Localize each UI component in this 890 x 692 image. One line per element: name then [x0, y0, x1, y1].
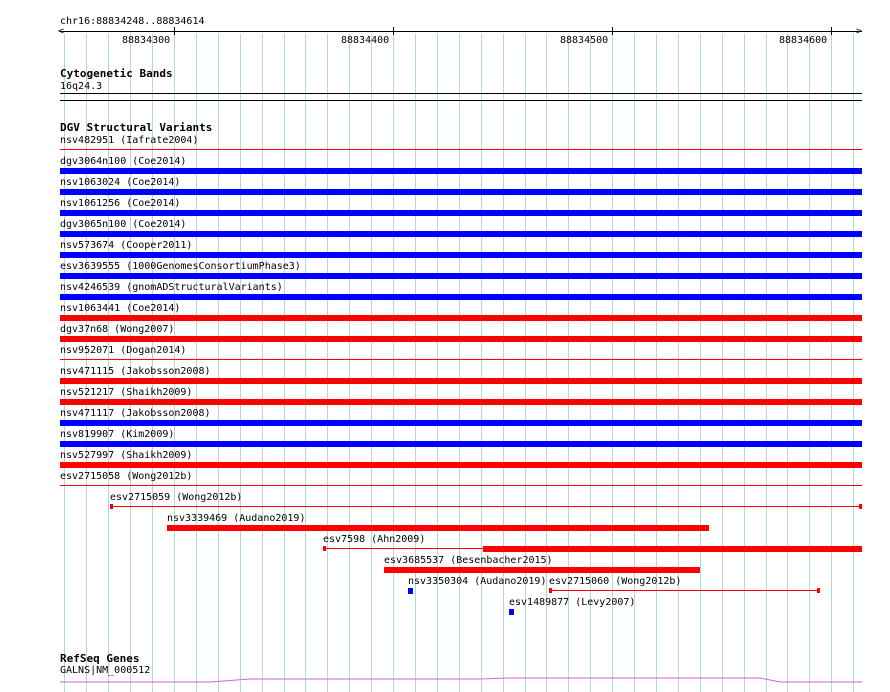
dgv-feature-endcap	[323, 546, 326, 551]
refseq-gene-feature[interactable]	[60, 675, 862, 687]
dgv-feature-label[interactable]: nsv1063441 (Coe2014)	[60, 303, 181, 314]
dgv-feature-bar[interactable]	[60, 336, 862, 342]
dgv-feature-label[interactable]: nsv471115 (Jakobsson2008)	[60, 366, 211, 377]
ruler-tick-label: 88834500	[560, 35, 609, 46]
ruler-tick-label: 88834600	[779, 35, 828, 46]
ruler-tick-mark	[831, 27, 832, 35]
ruler-tick-mark	[393, 27, 394, 35]
dgv-feature-label[interactable]: nsv1061256 (Coe2014)	[60, 198, 181, 209]
dgv-track-title[interactable]: DGV Structural Variants	[60, 121, 213, 134]
ruler-axis[interactable]	[60, 31, 862, 32]
dgv-feature-label[interactable]: nsv573674 (Cooper2011)	[60, 240, 193, 251]
dgv-feature-bar[interactable]	[60, 399, 862, 405]
dgv-feature-bar[interactable]	[60, 462, 862, 468]
dgv-feature-label[interactable]: nsv4246539 (gnomADStructuralVariants)	[60, 282, 283, 293]
dgv-feature-label[interactable]: esv2715060 (Wong2012b)	[549, 576, 682, 587]
ruler-tick-label: 88834300	[122, 35, 171, 46]
dgv-feature-bar[interactable]	[60, 315, 862, 321]
cytoband-label: 16q24.3	[60, 81, 103, 92]
dgv-feature-label[interactable]: esv7598 (Ahn2009)	[323, 534, 426, 545]
ruler-tick-mark	[612, 27, 613, 35]
dgv-feature-endcap	[817, 588, 820, 593]
refseq-track-title[interactable]: RefSeq Genes	[60, 652, 140, 665]
dgv-feature-label[interactable]: dgv3064n100 (Coe2014)	[60, 156, 187, 167]
ruler-left-arrow-icon[interactable]: <	[58, 26, 65, 37]
track-separator	[60, 100, 862, 101]
dgv-feature-bar[interactable]	[60, 168, 862, 174]
dgv-feature-label[interactable]: nsv3339469 (Audano2019)	[167, 513, 306, 524]
ruler-tick-label: 88834400	[341, 35, 390, 46]
dgv-feature-bar[interactable]	[60, 252, 862, 258]
dgv-feature-bar[interactable]	[483, 546, 862, 552]
dgv-feature-bar[interactable]	[60, 294, 862, 300]
dgv-feature-bar[interactable]	[167, 525, 709, 531]
dgv-feature-label[interactable]: esv3639555 (1000GenomesConsortiumPhase3)	[60, 261, 301, 272]
dgv-feature-label[interactable]: dgv3065n100 (Coe2014)	[60, 219, 187, 230]
dgv-feature-label[interactable]: dgv37n68 (Wong2007)	[60, 324, 175, 335]
dgv-feature-bar[interactable]	[60, 189, 862, 195]
dgv-feature-bar[interactable]	[60, 210, 862, 216]
dgv-feature-bar[interactable]	[60, 441, 862, 447]
dgv-feature-bar[interactable]	[60, 485, 862, 486]
dgv-feature-bar[interactable]	[60, 420, 862, 426]
dgv-feature-label[interactable]: nsv521217 (Shaikh2009)	[60, 387, 193, 398]
dgv-feature-bar[interactable]	[60, 149, 862, 150]
dgv-feature-bar[interactable]	[549, 590, 820, 591]
dgv-feature-label[interactable]: nsv952071 (Dogan2014)	[60, 345, 187, 356]
dgv-feature-label[interactable]: nsv1063024 (Coe2014)	[60, 177, 181, 188]
refseq-gene-label[interactable]: GALNS|NM_000512	[60, 665, 151, 676]
cytoband-line[interactable]	[60, 93, 862, 94]
ruler-tick-mark	[174, 27, 175, 35]
dgv-feature-label[interactable]: nsv819907 (Kim2009)	[60, 429, 175, 440]
dgv-feature-bar[interactable]	[60, 273, 862, 279]
dgv-feature-bar[interactable]	[60, 378, 862, 384]
dgv-feature-label[interactable]: nsv471117 (Jakobsson2008)	[60, 408, 211, 419]
dgv-feature-bar[interactable]	[408, 588, 413, 594]
cytoband-track-title[interactable]: Cytogenetic Bands	[60, 67, 173, 80]
ruler-right-arrow-icon[interactable]: >	[856, 26, 863, 37]
dgv-feature-label[interactable]: esv3685537 (Besenbacher2015)	[384, 555, 553, 566]
dgv-feature-label[interactable]: nsv3350304 (Audano2019)	[408, 576, 547, 587]
dgv-feature-bar[interactable]	[60, 359, 862, 360]
dgv-feature-bar[interactable]	[60, 231, 862, 237]
dgv-feature-label[interactable]: esv1489877 (Levy2007)	[509, 597, 636, 608]
dgv-feature-label[interactable]: esv2715058 (Wong2012b)	[60, 471, 193, 482]
dgv-feature-label[interactable]: nsv527997 (Shaikh2009)	[60, 450, 193, 461]
dgv-feature-endcap	[110, 504, 113, 509]
dgv-feature-endcap	[549, 588, 552, 593]
dgv-feature-bar[interactable]	[509, 609, 514, 615]
dgv-feature-endcap	[859, 504, 862, 509]
dgv-feature-label[interactable]: esv2715059 (Wong2012b)	[110, 492, 243, 503]
ruler-range-label: chr16:88834248..88834614	[60, 16, 205, 27]
dgv-feature-bar[interactable]	[384, 567, 700, 573]
dgv-feature-label[interactable]: nsv482951 (Iafrate2004)	[60, 135, 199, 146]
dgv-feature-bar[interactable]	[110, 506, 862, 507]
